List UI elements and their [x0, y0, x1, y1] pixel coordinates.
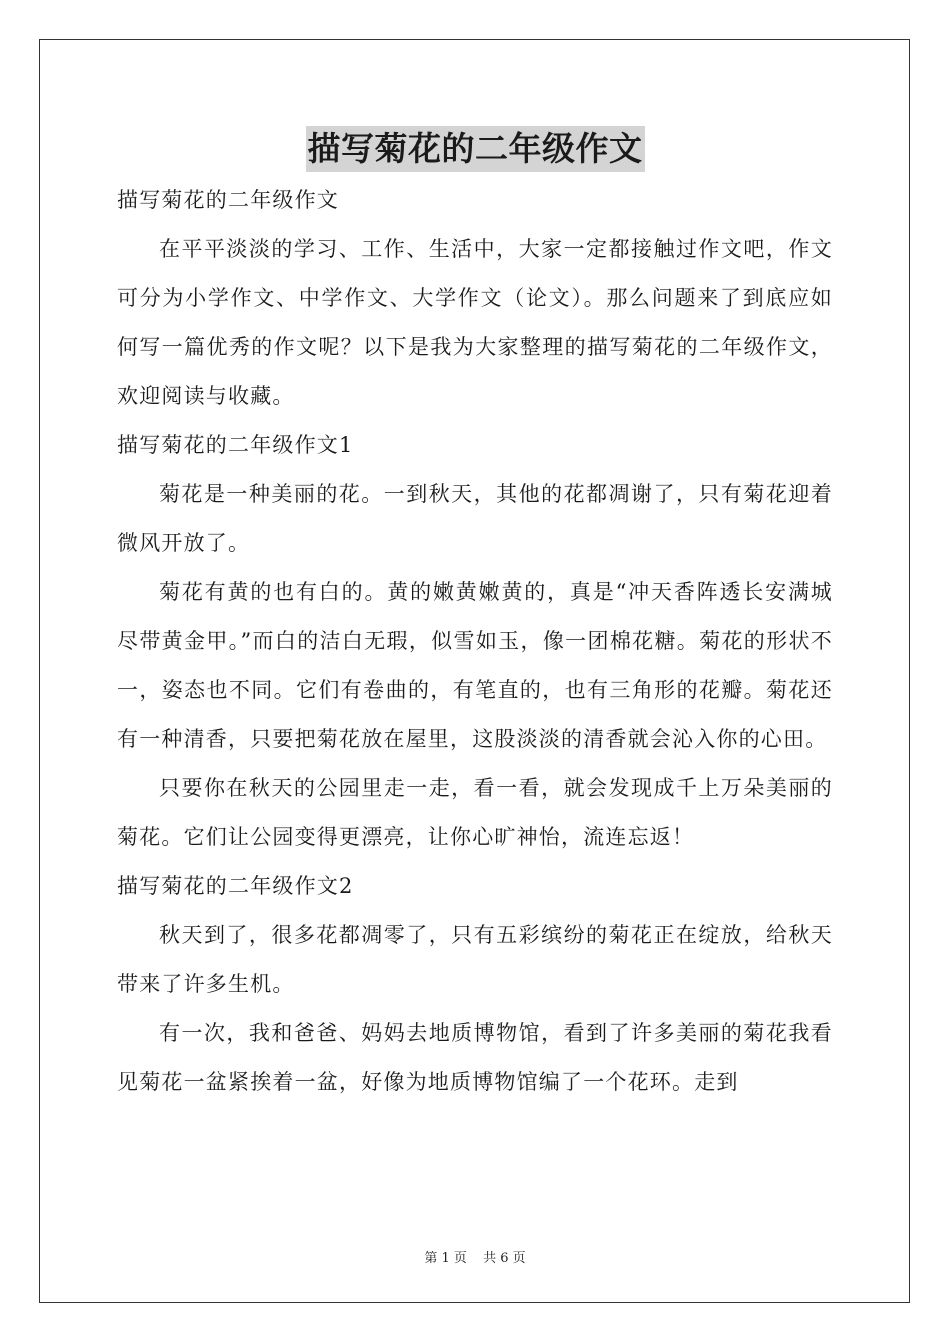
document-title: 描写菊花的二年级作文: [306, 126, 645, 172]
page-total: 共 6 页: [483, 1251, 526, 1266]
document-body: [117, 176, 833, 1107]
body-paragraph: 菊花有黄的也有白的。黄的嫩黄嫩黄的，真是“冲天香阵透长安满城尽带黄金甲。”而白的洁白无瑕，似雪如玉，像一团棉花糖。菊花的形状不一，姿态也不同。它们有卷曲的，有笔直的，也有三角形的花瓣。菊花还有一种清香，只要把菊花放在屋里，这股淡淡的清香就会沁入你的心田。: [117, 580, 833, 751]
page-footer: [0, 1247, 950, 1266]
page-number: 第 1 页: [424, 1251, 467, 1266]
section-heading: 描写菊花的二年级作文2: [117, 874, 354, 898]
title-container: [0, 126, 950, 172]
section-heading: 描写菊花的二年级作文: [117, 188, 339, 212]
body-paragraph: 秋天到了，很多花都凋零了，只有五彩缤纷的菊花正在绽放，给秋天带来了许多生机。: [117, 923, 833, 996]
section-heading: 描写菊花的二年级作文1: [117, 433, 354, 457]
body-paragraph: 菊花是一种美丽的花。一到秋天，其他的花都凋谢了，只有菊花迎着微风开放了。: [117, 482, 833, 555]
body-paragraph: 只要你在秋天的公园里走一走，看一看，就会发现成千上万朵美丽的菊花。它们让公园变得更漂亮，让你心旷神怡，流连忘返！: [117, 776, 833, 849]
body-paragraph: 有一次，我和爸爸、妈妈去地质博物馆，看到了许多美丽的菊花我看见菊花一盆紧挨着一盆，好像为地质博物馆编了一个花环。走到: [117, 1021, 833, 1094]
body-paragraph: 在平平淡淡的学习、工作、生活中，大家一定都接触过作文吧，作文可分为小学作文、中学作文、大学作文（论文）。那么问题来了到底应如何写一篇优秀的作文呢？以下是我为大家整理的描写菊花的二年级作文，欢迎阅读与收藏。: [117, 237, 833, 408]
